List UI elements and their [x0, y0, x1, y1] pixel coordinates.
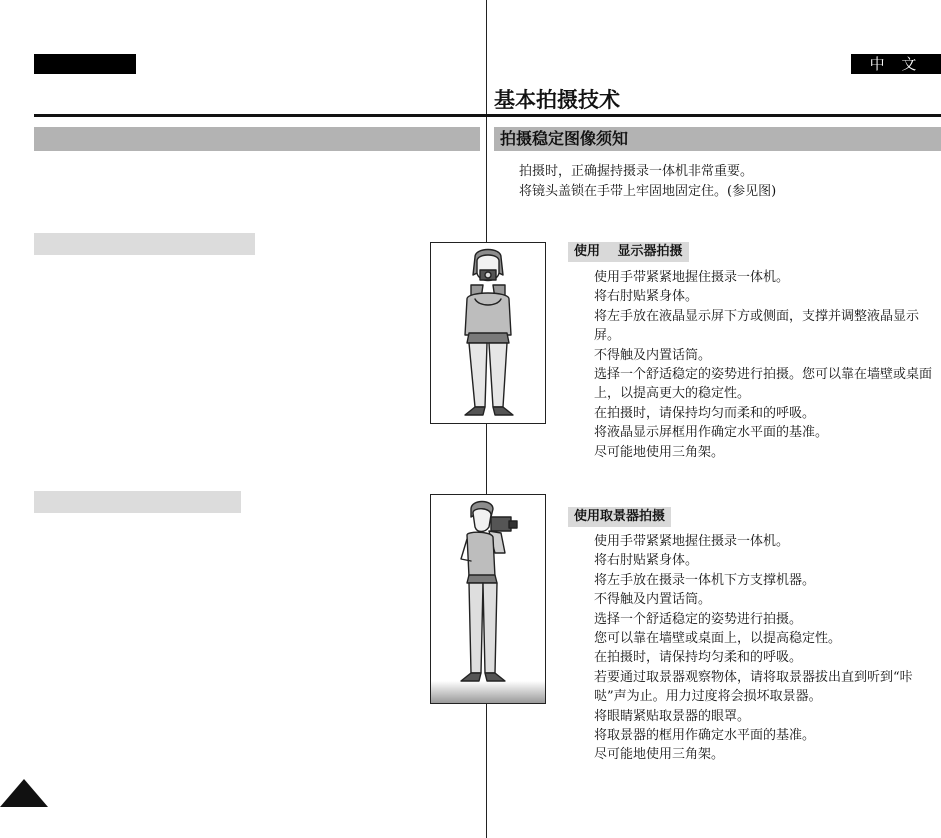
- intro-line: 将镜头盖锁在手带上牢固地固定住。(参见图): [519, 184, 777, 199]
- title-rule: [34, 114, 941, 117]
- section-intro: [519, 162, 776, 202]
- list-item: 若要通过取景器观察物体，请将取景器拔出直到听到“咔哒”声为止。用力过度将会损坏取景器。: [594, 669, 913, 705]
- list-item: 选择一个舒适稳定的姿势进行拍摄。: [594, 611, 803, 627]
- list-item: 将左手放在液晶显示屏下方或侧面，支撑并调整液晶显示屏。: [594, 308, 920, 344]
- list-item: 使用手带紧紧地握住摄录一体机。: [594, 534, 790, 549]
- left-section-band: [34, 127, 480, 151]
- list-item: 选择一个舒适稳定的姿势进行拍摄。您可以靠在墙壁或桌面上，以提高更大的稳定性。: [594, 367, 933, 402]
- list-item: 尽可能地使用三角架。: [594, 747, 725, 763]
- viewfinder-shooting-steps: [594, 532, 940, 765]
- list-item: 将取景器的框用作确定水平面的基准。: [594, 728, 816, 744]
- left-subheading-band-lcd: [34, 233, 255, 255]
- list-item: 将右肘贴紧身体。: [594, 553, 699, 569]
- subheading-viewfinder-shooting: 使用取景器拍摄: [568, 507, 671, 527]
- left-subheading-band-viewfinder: [34, 491, 241, 513]
- list-item: 您可以靠在墙壁或桌面上，以提高稳定性。: [594, 631, 842, 647]
- list-item: 不得触及内置话筒。: [594, 347, 712, 363]
- viewfinder-shooting-illustration: [430, 494, 546, 704]
- intro-line: 拍摄时，正确握持摄录一体机非常重要。: [519, 164, 754, 179]
- list-item: 在拍摄时，请保持均匀柔和的呼吸。: [594, 650, 803, 666]
- list-item: 尽可能地使用三角架。: [594, 444, 725, 460]
- lcd-shooting-illustration: [430, 242, 546, 424]
- language-badge: 中 文: [851, 54, 941, 74]
- list-item: 在拍摄时，请保持均匀而柔和的呼吸。: [594, 405, 816, 421]
- list-item: 将左手放在摄录一体机下方支撑机器。: [594, 572, 816, 588]
- page-title: 基本拍摄技术: [494, 88, 620, 112]
- section-title: 拍摄稳定图像须知: [494, 127, 941, 151]
- language-badge-left: [34, 54, 136, 74]
- list-item: 将液晶显示屏框用作确定水平面的基准。: [594, 425, 829, 441]
- list-item: 不得触及内置话筒。: [594, 592, 712, 608]
- subheading-lcd-shooting: 使用 显示器拍摄: [568, 242, 689, 262]
- page-marker-triangle-icon: [0, 779, 48, 807]
- list-item: 将眼睛紧贴取景器的眼罩。: [594, 708, 751, 724]
- list-item: 使用手带紧紧地握住摄录一体机。: [594, 270, 790, 285]
- person-with-viewfinder-camcorder-icon: [431, 495, 545, 703]
- lcd-shooting-steps: [594, 268, 940, 462]
- person-with-lcd-camcorder-icon: [431, 243, 545, 423]
- list-item: 将右肘贴紧身体。: [594, 289, 699, 305]
